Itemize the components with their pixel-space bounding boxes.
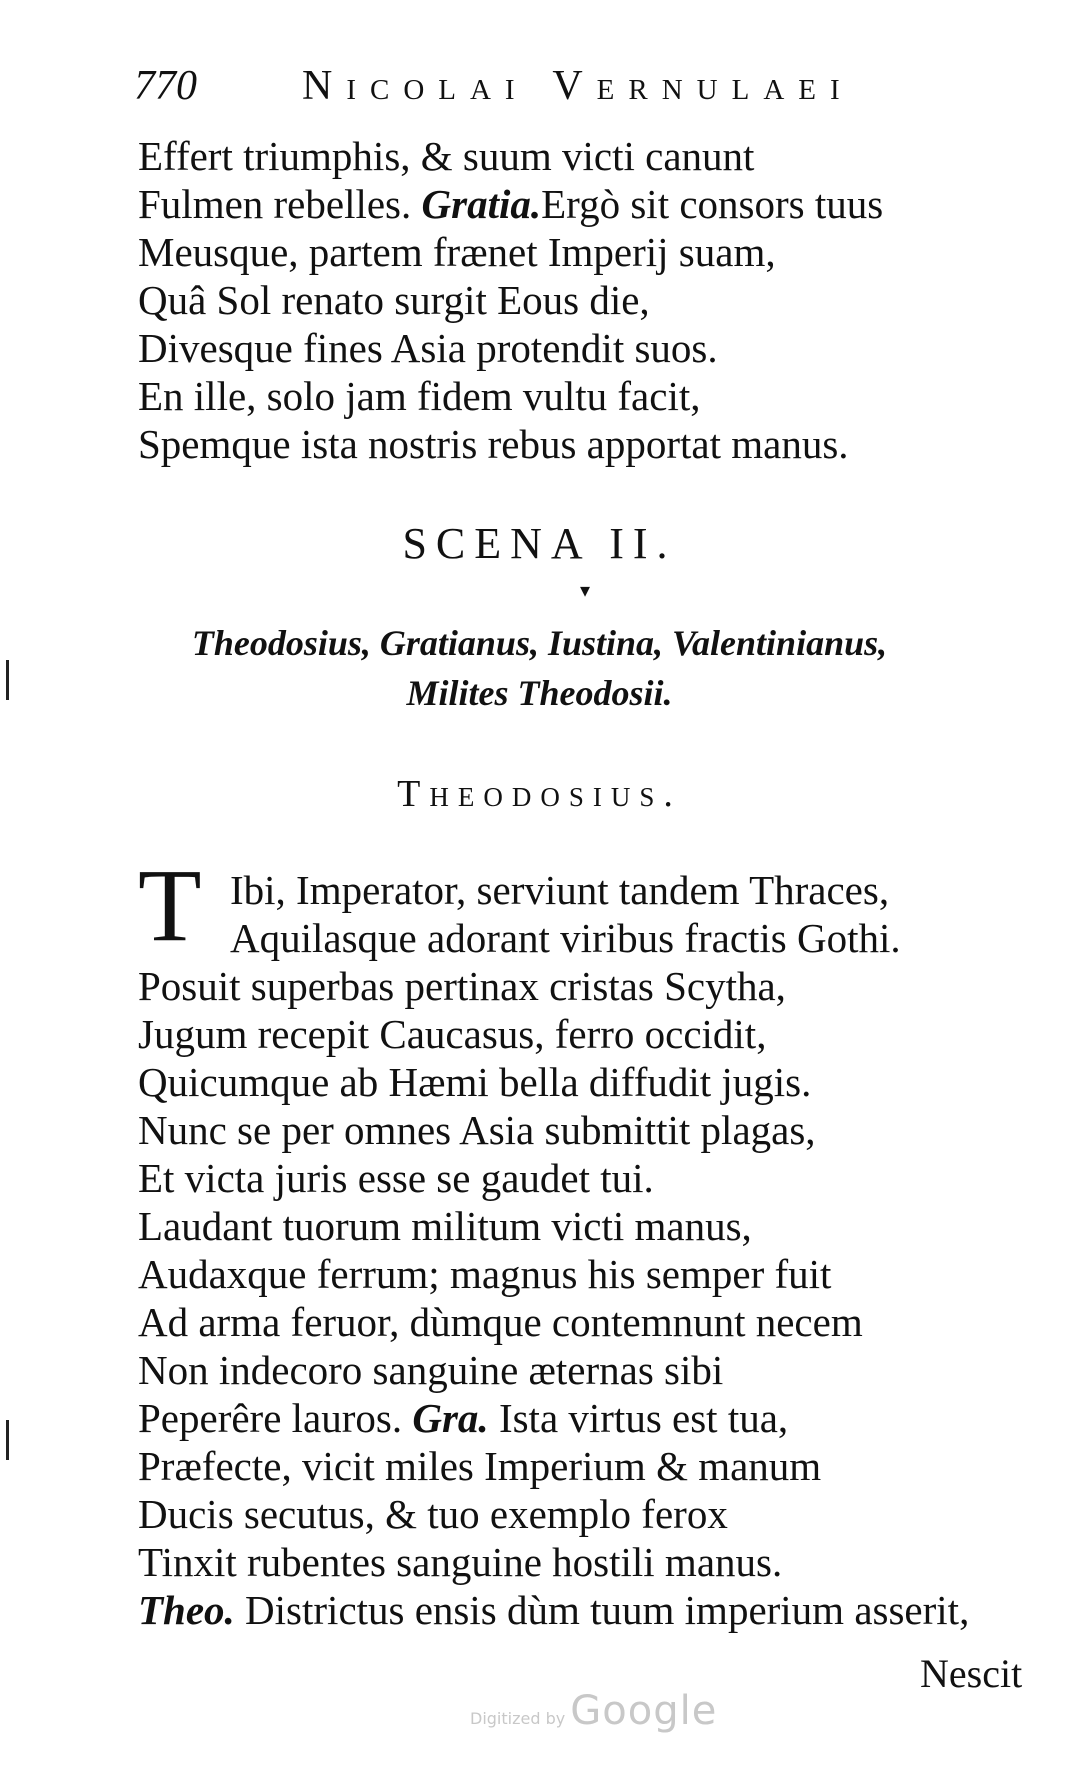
verse-line: En ille, solo jam fidem vultu facit, bbox=[138, 373, 701, 419]
verse-line: Tinxit rubentes sanguine hostili manus. bbox=[138, 1539, 783, 1585]
verse-line: Effert triumphis, & suum victi canunt bbox=[138, 133, 755, 179]
personae-line: Milites Theodosii. bbox=[406, 673, 673, 713]
verse-first-lines bbox=[230, 866, 901, 962]
verse-line bbox=[138, 1394, 1008, 1442]
verse-line bbox=[138, 180, 1008, 228]
speaker-heading: Theodosius. bbox=[397, 773, 682, 815]
verse-line: Audaxque ferrum; magnus his semper fuit bbox=[138, 1251, 832, 1297]
drop-cap: T bbox=[138, 848, 202, 963]
running-head-title: Nicolai Vernulaei bbox=[302, 63, 854, 109]
verse-line: Posuit superbas pertinax cristas Scytha, bbox=[138, 963, 786, 1009]
watermark-brand: Google bbox=[570, 1688, 718, 1734]
verse-line: Meusque, partem frænet Imperij suam, bbox=[138, 229, 776, 275]
personae-line: Theodosius, Gratianus, Iustina, Valentinianus, bbox=[191, 623, 888, 663]
verse-block-b bbox=[138, 962, 1008, 1634]
verse-text: Peperêre lauros. bbox=[138, 1395, 413, 1441]
verse-line: Non indecoro sanguine æternas sibi bbox=[138, 1347, 724, 1393]
catchword: Nescit bbox=[920, 1651, 1023, 1696]
verse-line: Aquilasque adorant viribus fractis Gothi. bbox=[230, 915, 901, 961]
verse-line: Spemque ista nostris rebus apportat manus. bbox=[138, 421, 849, 467]
verse-text: Ergò sit consors tuus bbox=[541, 181, 884, 227]
verse-text: Fulmen rebelles. bbox=[138, 181, 422, 227]
running-head bbox=[134, 62, 894, 122]
verse-line: Divesque fines Asia protendit suos. bbox=[138, 325, 718, 371]
verse-line: Laudant tuorum militum victi manus, bbox=[138, 1203, 752, 1249]
speaker-abbrev: Gra. bbox=[412, 1395, 489, 1441]
watermark-prefix: Digitized by bbox=[470, 1709, 571, 1728]
verse-line: Jugum recepit Caucasus, ferro occidit, bbox=[138, 1011, 767, 1057]
digitized-watermark bbox=[470, 1688, 717, 1734]
verse-line: Quicumque ab Hæmi bella diffudit jugis. bbox=[138, 1059, 812, 1105]
verse-line: Ad arma feruor, dùmque contemnunt necem bbox=[138, 1299, 863, 1345]
speaker-abbrev: Gratia. bbox=[421, 181, 542, 227]
verse-line: Ibi, Imperator, serviunt tandem Thraces, bbox=[230, 867, 890, 913]
ornament-icon: ▾ bbox=[580, 580, 591, 602]
verse-block-a bbox=[138, 132, 1008, 468]
verse-line: Præfecte, vicit miles Imperium & manum bbox=[138, 1443, 822, 1489]
dramatis-personae bbox=[0, 618, 1079, 718]
verse-text: Districtus ensis dùm tuum imperium asserit, bbox=[234, 1587, 970, 1633]
verse-line: Nunc se per omnes Asia submittit plagas, bbox=[138, 1107, 816, 1153]
verse-text: Ista virtus est tua, bbox=[488, 1395, 789, 1441]
verse-line: Et victa juris esse se gaudet tui. bbox=[138, 1155, 654, 1201]
speaker-abbrev: Theo. bbox=[138, 1587, 235, 1633]
verse-line: Ducis secutus, & tuo exemplo ferox bbox=[138, 1491, 728, 1537]
page-number: 770 bbox=[134, 63, 197, 109]
verse-line bbox=[138, 1586, 1008, 1634]
verse-line: Quâ Sol renato surgit Eous die, bbox=[138, 277, 650, 323]
scene-heading: SCENA II. bbox=[402, 519, 677, 568]
left-margin-mark bbox=[6, 1420, 9, 1460]
